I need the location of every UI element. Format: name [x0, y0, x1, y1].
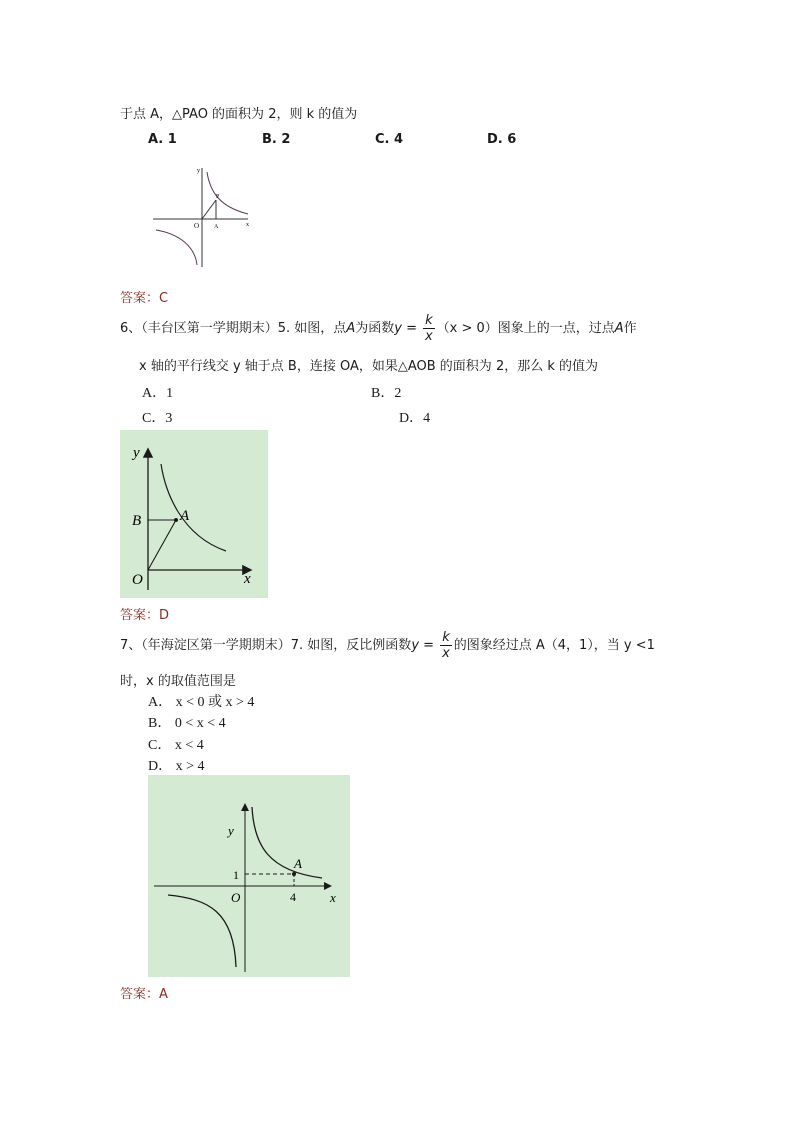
q5-option-c: C. 4: [375, 132, 404, 147]
q7-prefix: 7、（年海淀区第一学期期末）7. 如图，反比例函数: [120, 638, 412, 653]
q5-segment-op: [202, 200, 216, 219]
q6-option-c: C．3: [142, 411, 173, 426]
q7-graph-panel: [148, 775, 350, 977]
q6-option-a: A．1: [142, 386, 174, 401]
q7-answer: 答案：A: [120, 987, 168, 1002]
q7-option-a: A． x < 0 或 x > 4: [148, 695, 255, 710]
q7-frac-num: k: [442, 630, 450, 645]
q5-answer: 答案：C: [120, 291, 169, 306]
q6-graph: [120, 430, 268, 598]
q6-tail: 作: [623, 321, 637, 336]
q5-label-o: O: [194, 222, 200, 230]
q5-label-a: A: [214, 224, 219, 230]
q7-label-y: y: [228, 823, 234, 838]
q5-curve-right: [207, 172, 248, 214]
q5-option-b: B. 2: [262, 132, 291, 147]
q6-option-b: B．2: [371, 386, 402, 401]
q7-label-one: 1: [233, 868, 239, 882]
q7-tail: 的图象经过点 A（4，1），当 y <1: [453, 638, 655, 653]
q7-option-b: B． 0 < x < 4: [148, 716, 226, 731]
q6-frac-den: x: [425, 329, 433, 344]
q6-mid: 为函数: [355, 321, 395, 336]
q5-option-d: D. 6: [487, 132, 517, 147]
q7-frac-den: x: [442, 646, 450, 661]
q7-graph: [148, 775, 350, 977]
q5-curve-left: [156, 230, 197, 265]
q6-point-a-dot: [174, 518, 178, 522]
q7-label-a: A: [294, 856, 302, 871]
q7-fraction: [440, 631, 452, 660]
q7-option-c: C． x < 4: [148, 738, 204, 753]
q6-label-b: B: [132, 513, 142, 529]
q7-curve-right: [252, 807, 322, 878]
q6-eq: =: [401, 321, 422, 336]
q7-point-a-dot: [292, 872, 296, 876]
q6-label-y: y: [133, 445, 140, 461]
q6-stem-line2: x 轴的平行线交 y 轴于点 B，连接 OA，如果△AOB 的面积为 2，那么 k 的值为: [139, 359, 599, 374]
q7-stem-line1: [120, 631, 655, 660]
q7-stem-line2: 时，x 的取值范围是: [120, 674, 236, 689]
q6-point-a: A: [346, 321, 356, 336]
q6-frac-num: k: [425, 313, 433, 328]
q6-point-a2: A: [614, 321, 624, 336]
q6-graph-panel: [120, 430, 268, 598]
q6-curve: [161, 464, 226, 551]
q6-label-a: A: [180, 508, 190, 524]
q5-graph: [150, 162, 260, 270]
q6-answer: 答案：D: [120, 608, 170, 623]
q6-stem-line1: [120, 314, 637, 343]
q6-prefix: 6、（丰台区第一学期期末）5. 如图，点: [120, 321, 347, 336]
q7-option-d: D． x > 4: [148, 759, 205, 774]
q6-func-y: y: [394, 321, 402, 336]
q5-option-a: A. 1: [148, 132, 177, 147]
q6-cond: （x > 0）图象上的一点，过点: [436, 321, 615, 336]
q6-label-o: O: [132, 572, 143, 588]
q5-label-p: P: [216, 194, 220, 200]
q5-label-x: x: [246, 222, 249, 228]
q6-fraction: [423, 314, 435, 343]
q6-segment-oa: [148, 520, 176, 570]
q7-func-y: y: [411, 638, 420, 653]
q6-label-x: x: [244, 571, 251, 587]
q5-label-y: y: [197, 168, 200, 174]
q5-stem-tail: 于点 A，△PAO 的面积为 2，则 k 的值为: [120, 107, 358, 122]
q7-curve-left: [168, 895, 236, 967]
q6-option-d: D．4: [399, 411, 431, 426]
q7-label-four: 4: [290, 890, 296, 904]
q7-eq: =: [419, 638, 439, 653]
q7-label-o: O: [231, 890, 241, 905]
q7-label-x: x: [330, 890, 336, 905]
